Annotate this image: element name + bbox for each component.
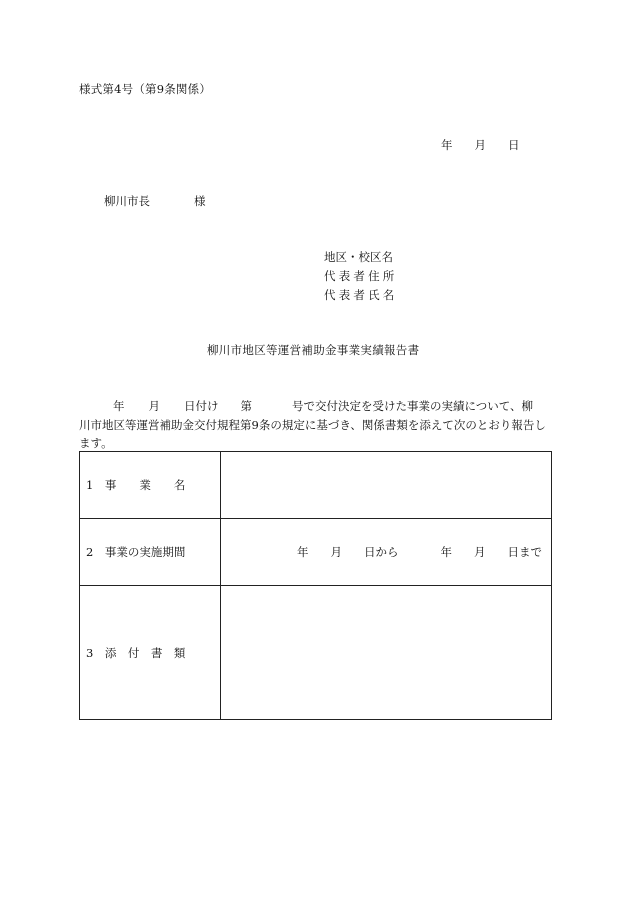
attached-documents-label-cell [80,586,221,720]
addressee-honorific: 様 [194,194,206,208]
attached-documents-field[interactable] [221,586,552,720]
period-to-day: 日まで [507,545,542,559]
addressee-name: 柳川市長 [104,194,150,208]
body-dated: 日付け [184,399,219,413]
project-name-label: 1 事 業 名 [86,478,186,492]
period-from-day: 日から [364,545,399,559]
body-line-1-rest: 号で交付決定を受けた事業の実績について、柳 [292,399,534,413]
representative-address-label: 代表者住所 [324,269,398,283]
body-year: 年 [113,399,125,413]
date-year-label: 年 [441,138,453,152]
date-day-label: 日 [508,138,520,152]
body-line-3: ます。 [79,436,113,450]
body-line-2: 川市地区等運営補助金交付規程第9条の規定に基づき、関係書類を添えて次のとおり報告し [79,417,546,432]
body-number-prefix: 第 [240,399,252,413]
implementation-period-field[interactable] [221,519,552,586]
report-date [441,137,520,153]
form-number: 様式第4号（第9条関係） [79,82,212,96]
district-label: 地区・校区名 [324,250,393,264]
period-to-year: 年 [440,545,452,559]
date-month-label: 月 [474,138,486,152]
table-row [80,452,552,519]
period-from-year: 年 [297,545,309,559]
report-table [79,451,552,720]
report-body [79,397,551,453]
table-row [80,519,552,586]
body-month: 月 [148,399,160,413]
implementation-period-label-cell [80,519,221,586]
period-to-month: 月 [474,545,486,559]
implementation-period [221,544,551,560]
addressee [104,193,206,209]
implementation-period-label: 2 事業の実施期間 [86,545,186,559]
table-row [80,586,552,720]
representative-name-label: 代表者氏名 [324,288,398,302]
body-line-1 [79,397,551,416]
project-name-label-cell [80,452,221,519]
document-title: 柳川市地区等運営補助金事業実績報告書 [207,343,420,357]
attached-documents-label: 3 添 付 書 類 [86,645,186,660]
project-name-field[interactable] [221,452,552,519]
period-from-month: 月 [330,545,342,559]
